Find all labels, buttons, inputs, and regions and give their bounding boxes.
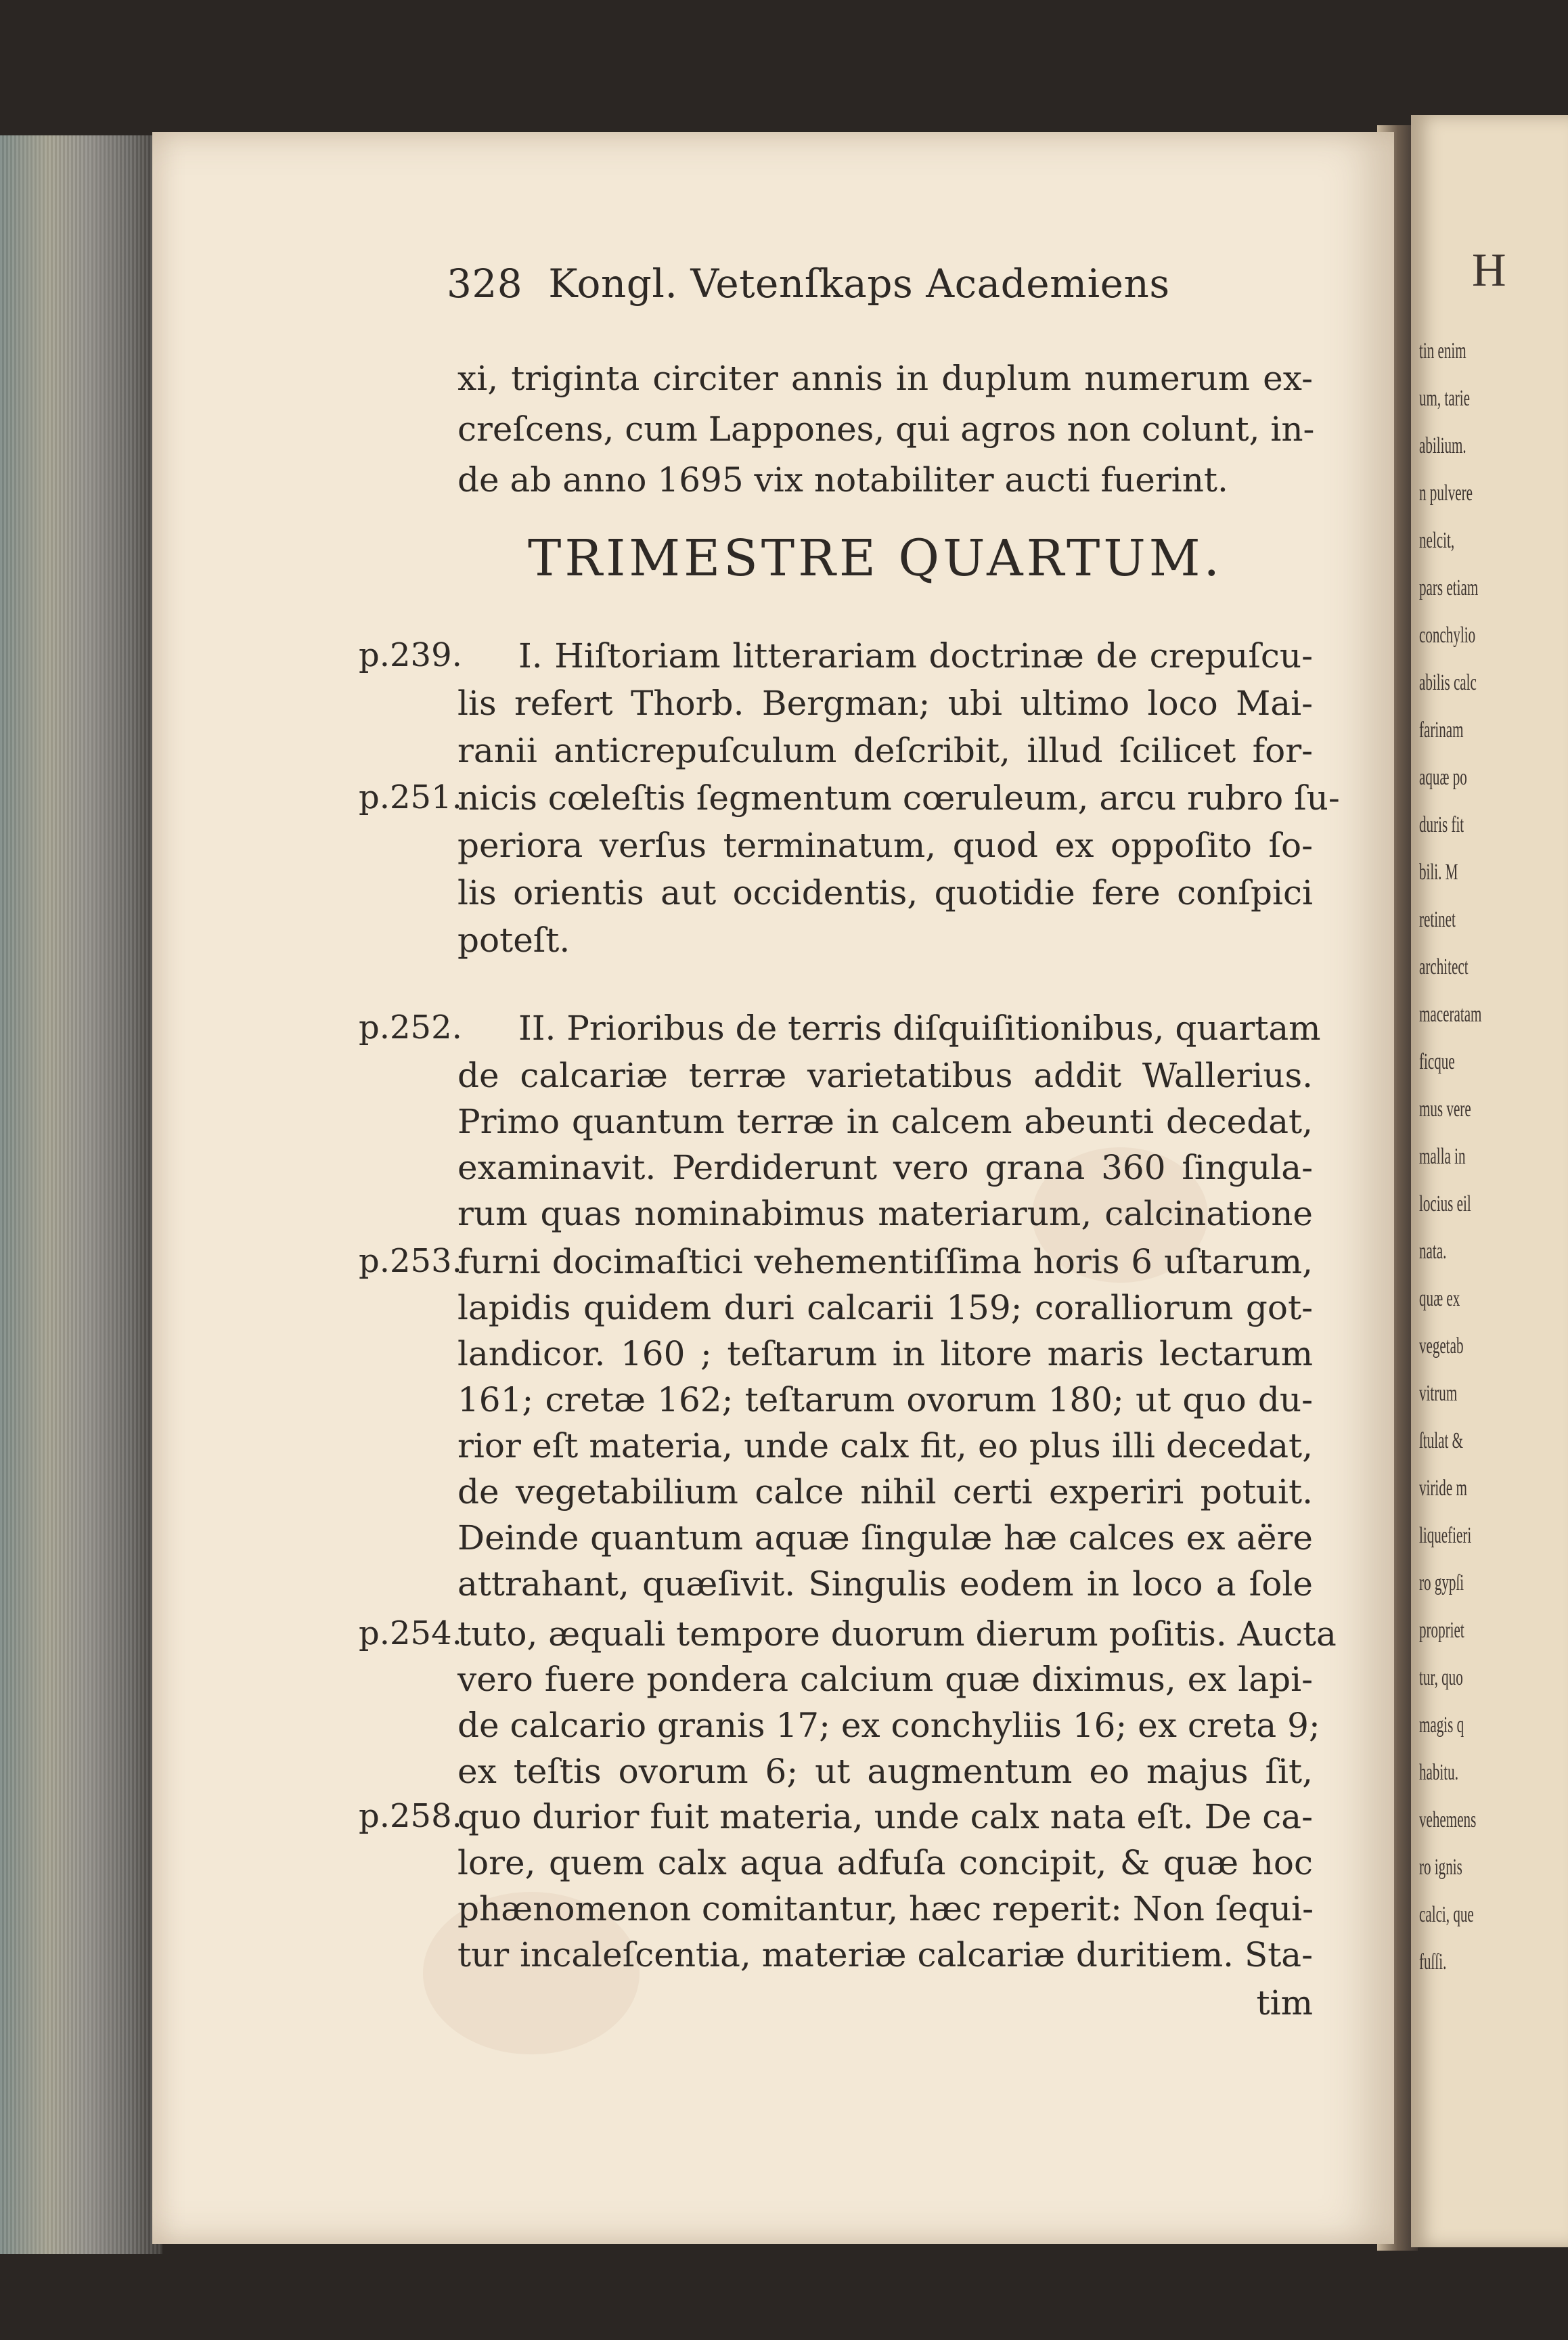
margin-ref: p.239. — [359, 636, 462, 674]
next-page-text: habitu. — [1419, 1760, 1458, 1785]
text-line: ranii anticrepuſculum deſcribit, illud ſcilicet for- — [457, 731, 1313, 770]
book-page-edges — [0, 135, 162, 2254]
text-line: 161; cretæ 162; teſtarum ovorum 180; ut quo du- — [457, 1380, 1313, 1419]
running-head — [447, 261, 1170, 307]
next-page-text: conchylio — [1419, 623, 1476, 648]
text-line: vero fuere pondera calcium quæ diximus, ex lapi- — [457, 1660, 1313, 1699]
text-line: lapidis quidem duri calcarii 159; coralliorum got- — [457, 1288, 1313, 1327]
next-page-text: maceratam — [1419, 1002, 1482, 1027]
next-page-text: bili. M — [1419, 860, 1458, 885]
next-page-text: vitrum — [1419, 1381, 1458, 1406]
text-line: creſcens, cum Lappones, qui agros non colunt, in- — [457, 410, 1315, 449]
next-page-text: nata. — [1419, 1239, 1447, 1264]
text-line: landicor. 160 ; teſtarum in litore maris lectarum — [457, 1334, 1313, 1373]
next-page-text: viride m — [1419, 1476, 1467, 1501]
text-line: II. Prioribus de terris diſquiſitionibus, quartam — [518, 1009, 1321, 1048]
next-page-text: vehemens — [1419, 1807, 1477, 1832]
next-page-text: nelcit, — [1419, 528, 1455, 553]
text-line: nicis cœleſtis ſegmentum cœruleum, arcu rubro ſu- — [457, 778, 1340, 818]
margin-ref: p.252. — [359, 1009, 462, 1046]
next-page-text: liquefieri — [1419, 1523, 1472, 1548]
next-page-text: pars etiam — [1419, 575, 1479, 600]
next-page-text: retinet — [1419, 907, 1456, 932]
margin-ref: p.253. — [359, 1242, 462, 1280]
text-line: de calcariæ terræ varietatibus addit Wallerius. — [457, 1056, 1313, 1095]
text-line: xi, triginta circiter annis in duplum numerum ex- — [457, 359, 1313, 398]
text-line: quo durior fuit materia, unde calx nata eſt. De ca- — [457, 1797, 1313, 1836]
text-line: attrahant, quæſivit. Singulis eodem in loco a ſole — [457, 1564, 1313, 1604]
next-page-text: ro gypſi — [1419, 1570, 1464, 1595]
text-line: tur incaleſcentia, materiæ calcariæ duritiem. Sta- — [457, 1935, 1313, 1974]
text-line: lis refert Thorb. Bergman; ubi ultimo loco Mai- — [457, 684, 1313, 723]
text-line: lore, quem calx aqua adfuſa concipit, & quæ hoc — [457, 1843, 1313, 1882]
margin-ref: p.258. — [359, 1797, 462, 1835]
next-page-text: malla in — [1419, 1144, 1466, 1169]
running-title: Kongl. Vetenſkaps Academiens — [548, 261, 1170, 307]
next-page-text: calci, que — [1419, 1902, 1474, 1927]
next-page-text: abilium. — [1419, 433, 1466, 458]
catchword: tim — [1256, 1983, 1313, 2023]
text-line: I. Hiſtoriam litterariam doctrinæ de crepuſcu- — [518, 636, 1313, 676]
text-line: examinavit. Perdiderunt vero grana 360 ſingula- — [457, 1148, 1313, 1187]
next-page-text: um, tarie — [1419, 386, 1470, 411]
next-page-text: aquæ po — [1419, 765, 1467, 790]
next-page-text: ſtulat & — [1419, 1428, 1463, 1453]
text-line: Deinde quantum aquæ ſingulæ hæ calces ex aëre — [457, 1518, 1313, 1558]
next-page-text: architect — [1419, 954, 1469, 979]
text-line: tuto, æquali tempore duorum dierum poſitis. Aucta — [457, 1614, 1337, 1654]
text-line: de vegetabilium calce nihil certi experiri potuit. — [457, 1472, 1313, 1511]
next-page-text: ro ignis — [1419, 1855, 1462, 1880]
next-page-text: vegetab — [1419, 1333, 1464, 1359]
text-line: de ab anno 1695 vix notabiliter aucti fuerint. — [457, 460, 1228, 500]
text-line: de calcario granis 17; ex conchyliis 16; ex creta 9; — [457, 1706, 1320, 1745]
next-page-text: mus vere — [1419, 1097, 1471, 1122]
right-page-edge — [1411, 115, 1568, 2247]
next-page-text: H — [1472, 244, 1506, 296]
text-line: rior eſt materia, unde calx fit, eo plus illi decedat, — [457, 1426, 1313, 1465]
margin-ref: p.251. — [359, 778, 462, 816]
page-number: 328 — [447, 261, 523, 307]
text-line: Primo quantum terræ in calcem abeunti decedat, — [457, 1102, 1313, 1141]
next-page-text: duris fit — [1419, 812, 1464, 837]
next-page-text: magis q — [1419, 1713, 1464, 1738]
text-line: poteſt. — [457, 921, 570, 960]
next-page-text: tur, quo — [1419, 1665, 1463, 1690]
next-page-text: ficque — [1419, 1049, 1455, 1074]
text-line: furni docimaſtici vehementiſſima horis 6 uſtarum, — [457, 1242, 1313, 1281]
next-page-text: n pulvere — [1419, 481, 1473, 506]
margin-ref: p.254. — [359, 1614, 462, 1652]
next-page-text: quæ ex — [1419, 1286, 1460, 1311]
next-page-text: abilis calc — [1419, 670, 1477, 695]
section-heading: TRIMESTRE QUARTUM. — [528, 529, 1224, 588]
text-line: periora verſus terminatum, quod ex oppoſito ſo- — [457, 826, 1313, 865]
text-line: phænomenon comitantur, hæc reperit: Non ſequi- — [457, 1889, 1314, 1928]
next-page-text: fuſſi. — [1419, 1949, 1447, 1974]
next-page-text: tin enim — [1419, 338, 1466, 363]
next-page-text: locius eil — [1419, 1191, 1471, 1216]
text-line: lis orientis aut occidentis, quotidie fere conſpici — [457, 873, 1313, 912]
text-line: rum quas nominabimus materiarum, calcinatione — [457, 1194, 1313, 1233]
next-page-text: propriet — [1419, 1618, 1464, 1643]
text-line: ex teſtis ovorum 6; ut augmentum eo majus ſit, — [457, 1752, 1313, 1791]
next-page-text: farinam — [1419, 718, 1464, 743]
